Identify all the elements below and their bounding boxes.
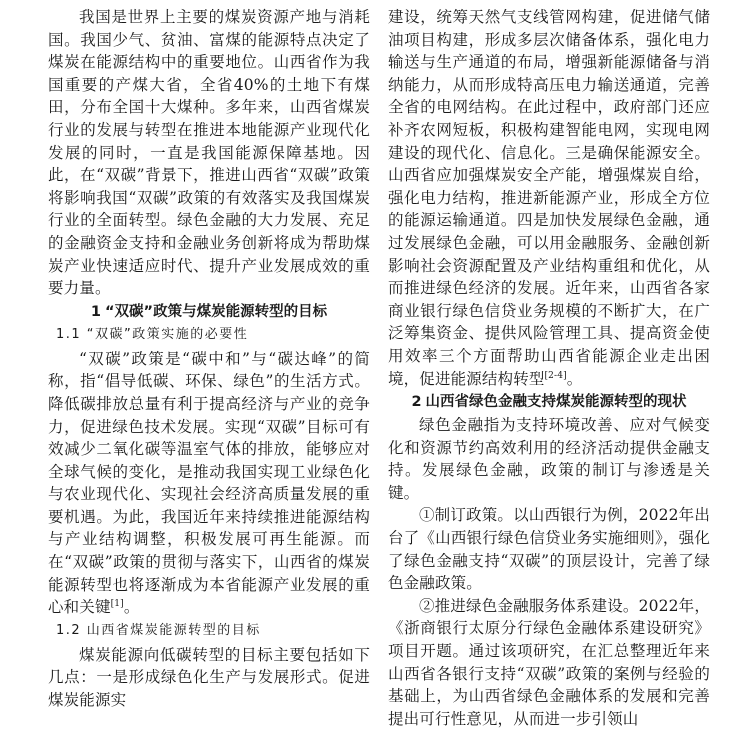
continued-text: 建设，统筹天然气支线管网构建，促进储气储油项目构建，形成多层次储备体系，强化电力输送与生产通道的布局，增强新能源储备与消纳能力，从而形成特高压电力输送通道，完善全省的电网结构。在此过程中，政府部门还应补齐农网短板，积极构建智能电网，实现电网建设的现代化、信息化。三是确保能源安全。山西省应加强煤炭安全产能，增强煤炭自给，强化电力结构，推进新能源产业，形成全方位的能源运输通道。四是加快发展绿色金融，通过发展绿色金融，可以用金融服务、金融创新影响社会资源配置及产业结构重组和优化，从而推进绿色经济的发展。近年来，山西省各家商业银行绿色信贷业务规模的不断扩大，在广泛筹集资金、提供风险管理工具、提高资金使用效率三个方面帮助山西省能源企业走出困境，促进能源结构转型 [388,8,710,388]
left-column [48,6,370,712]
section-1-number: 1 [90,303,102,320]
section-1-heading [48,301,370,323]
right-column [388,6,710,730]
section-1-1-end: 。 [123,598,140,617]
section-2-paragraph-1: 绿色金融指为支持环境改善、应对气候变化和资源节约高效利用的经济活动提供金融支持。发展绿色金融，政策的制订与渗透是关键。 [388,416,710,502]
section-1-1-heading: 1.1 “双碳”政策实施的必要性 [56,326,249,342]
section-1-1-text: “双碳”政策是“碳中和”与“碳达峰”的简称，指“倡导低碳、环保、绿色”的生活方式。降低碳排放总量有利于提高经济与产业的竞争力，促进绿色技术发展。实现“双碳”目标可有效减少二氧化碳等温室气体的排放，能够应对全球气候的变化，是推动我国实现工业绿色化与农业现代化、实现社会经济高质量发展的重要机遇。为此，我国近年来持续推进能源结构与产业结构调整，积极发展可再生能源。而在“双碳”政策的贯彻与落实下，山西省的煤炭能源转型也将逐渐成为本省能源产业发展的重心和关键 [48,349,370,617]
section-1-2-paragraph: 煤炭能源向低碳转型的目标主要包括如下几点：一是形成绿色化生产与发展形式。促进煤炭能源实 [48,645,370,710]
intro-paragraph: 我国是世界上主要的煤炭资源产地与消耗国。我国少气、贫油、富煤的能源特点决定了煤炭在能源结构中的重要地位。山西省作为我国重要的产煤大省，全省40%的土地下有煤田，分布全国十大煤种。多年来，山西省煤炭行业的发展与转型在推进本地能源产业现代化发展的同时，一直是我国能源保障基地。因此，在“双碳”背景下，推进山西省“双碳”政策将影响我国“双碳”政策的有效落实及我国煤炭行业的全面转型。绿色金融的大力发展、充足的金融资金支持和金融业务创新将成为帮助煤炭产业快速适应时代、提升产业发展成效的重要力量。 [48,8,370,298]
section-2-paragraph-2: ①制订政策。以山西银行为例，2022年出台了《山西银行绿色信贷业务实施细则》，强化了绿色金融支持“双碳”的顶层设计，完善了绿色金融政策。 [388,506,710,593]
citation-1: [1] [110,599,124,610]
continued-paragraph [388,6,710,390]
section-2-paragraph-3: ②推进绿色金融服务体系建设。2022年，《浙商银行太原分行绿色金融体系建设研究》项目开题。通过该项研究，在汇总整理近年来山西省各银行支持“双碳”政策的案例与经验的基础上，为山西省绿色金融体系的发展和完善提出可行性意见，从而进一步引领山 [388,596,710,728]
section-2-number: 2 [411,394,422,411]
section-1-1-paragraph [48,348,370,619]
section-2-heading [388,391,710,413]
section-1-2-heading: 1.2 山西省煤炭能源转型的目标 [56,622,261,638]
citation-2-4: [2-4] [544,370,567,381]
continued-end: 。 [566,369,583,388]
section-2-title: 山西省绿色金融支持煤炭能源转型的现状 [425,394,687,411]
section-1-title: “双碳”政策与煤炭能源转型的目标 [105,303,328,320]
